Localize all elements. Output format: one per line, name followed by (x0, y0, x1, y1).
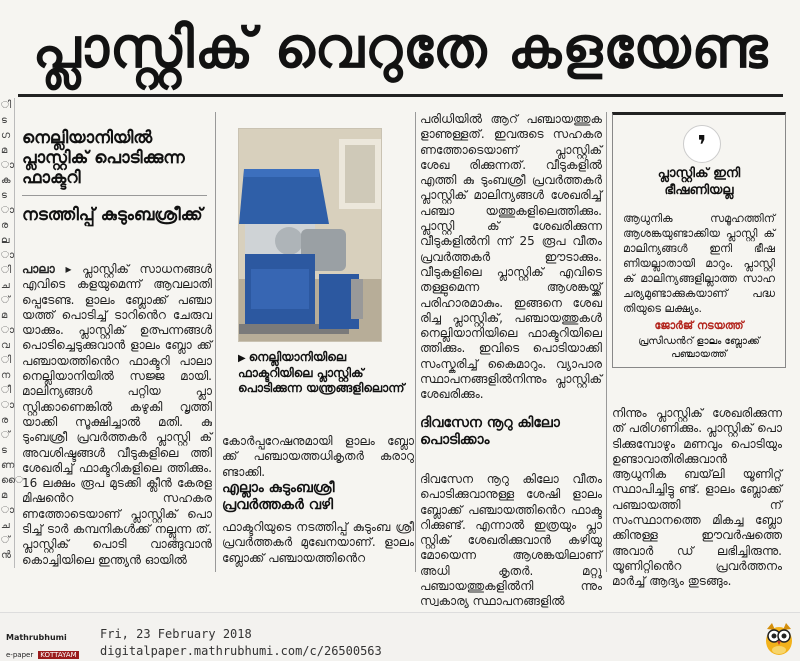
strip-char: ാ (1, 205, 15, 216)
strip-char: ന (1, 370, 11, 381)
headline: പ്ലാസ്റ്റിക് വെറുതേ കളയേണ്ട (32, 16, 769, 81)
quote-author-role: പ്രസിഡൻറ് ളാലം ബ്ലോക്ക് പഞ്ചായത്ത് (638, 336, 760, 360)
subheading-hundred-kilo: ദിവസേന നൂറു കിലോ പൊടിക്കാം (420, 415, 560, 448)
quote-box-body: ആധുനിക സമൂഹത്തിന് ആശങ്കയുണ്ടാക്കിയ പ്ലാസ്റ്റി ക് മാലിന്യങ്ങൾ ഇനി ഭീഷ ണിയല്ലാതായി മാറും. പ്ലാസ്റ്റി ക് മാലിന്യങ്ങളില്ലാത്ത സാഹ ചര്യമുണ്ടാക്കുകയാണ് പദ്ധ തിയുടെ ലക്ഷ്യം. (623, 212, 775, 315)
strip-char: ി (1, 355, 12, 366)
article-column-3-bottom (420, 472, 602, 609)
strip-char: ് (1, 295, 10, 306)
article-column-2-top (222, 434, 414, 479)
strip-char: ് (1, 535, 10, 546)
quote-box (612, 112, 786, 368)
owl-mascot-icon (764, 620, 794, 656)
strip-char: ച (1, 280, 10, 291)
quote-author-name: ജോർജ് നടയത്ത് (654, 319, 744, 332)
strip-char: ച (1, 520, 10, 531)
strip-char: ര (1, 220, 9, 231)
strip-char: ഗ (1, 130, 11, 141)
subheading-divider (22, 195, 207, 196)
strip-char: ൻ (1, 550, 11, 561)
column-4-text: നിന്നും പ്ലാസ്റ്റിക് ശേഖരിക്കുന്ന ത് പരിഗണിക്കും. പ്ലാസ്റ്റിക് പൊ ടിക്കുമ്പോഴും മണവും പൊടിയും ഉണ്ടാവാതിരിക്കുവാൻ ആധുനിക ബയ്‌ലി യൂണിറ്റ് സ്ഥാപിച്ചിട്ടു ണ്ട്. ളാലം ബ്ലോക്ക് പഞ്ചായത്തി ന് സംസ്ഥാനത്തെ മികച്ച ബ്ലോ ക്കിനുള്ള ഈവർഷത്തെ അവാർ ഡ് ലഭിച്ചിരുന്നു. യൂണിറ്റിൻെറ പ്രവർത്തനം മാർച്ച് ആദ്യം തുടങ്ങും. (612, 406, 782, 589)
epaper-footer (0, 612, 800, 661)
adjacent-column-strip (0, 98, 24, 568)
strip-char: ട (1, 190, 7, 201)
column-divider-3 (606, 112, 607, 572)
article-column-2-bottom (222, 520, 414, 572)
strip-char: മ (1, 145, 8, 156)
column-3-text-a: പരിധിയിൽ ആറ് പഞ്ചായത്തുക ളാണുള്ളത്. ഇവരുടെ സഹകര ണത്തോടെയാണ് പ്ലാസ്റ്റിക് ശേഖ രിക്കുന്നത്. വീടുകളിൽ എത്തി കു ടുംബശ്രീ പ്രവർത്തകർ പ്ലാസ്റ്റിക് മാലിന്യങ്ങൾ ശേഖരിച്ച് പഞ്ചാ യത്തുകളിലെത്തിക്കും. പ്ലാസ്റ്റി ക് ശേഖരിക്കുന്ന വീടുകളിൽനി ന്ന് 25 രൂപ വീതം പ്രവർത്തകർ ഈടാക്കും. വീടുകളിലെ പ്ലാസ്റ്റിക് എവിടെ തള്ളുമെന്ന ആശങ്കയ്ക്ക് പരിഹാരമാകും. ഇങ്ങനെ ശേഖ രിച്ച പ്ലാസ്റ്റിക്, പഞ്ചായത്തുകൾ നെല്ലിയാനിയിലെ ഫാക്ടറിയിലെ ത്തിക്കും. ഇവിടെ പൊടിയാക്കി സംസ്കരിച്ച് കൈമാറും. വ്യാപാര സ്ഥാപനങ്ങളിൽനിന്നും പ്ലാസ്റ്റിക് ശേഖരിക്കും. (420, 112, 602, 402)
dateline: പാലാ ▸ (22, 262, 72, 276)
machine-illustration (239, 129, 381, 341)
article-column-4 (612, 406, 782, 589)
column-2-text-a: കോർപ്പറേഷനുമായി ളാലം ബ്ലോ ക്ക് പഞ്ചായത്തധികൃതർ കരാറു ണ്ടാക്കി. (222, 434, 414, 479)
article-column-1 (22, 262, 212, 570)
strip-char: ി (1, 265, 12, 276)
article-column-3-top (420, 112, 602, 400)
strip-char: ൈ (1, 475, 24, 486)
column-3-text-b: ദിവസേന നൂറു കിലോ വീതം പൊടിക്കുവാനുള്ള ശേഷി ളാലം ബ്ലോക്ക് പഞ്ചായത്തിൻെറ ഫാക്ട റിക്കുണ്ട്. എന്നാൽ ഇത്രയും പ്ലാ സ്റ്റിക് ശേഖരിക്കുവാൻ കഴിയു മോയെന്ന ആശങ്കയിലാണ് അധി കൃതർ. മറ്റു പഞ്ചായത്തുകളിൽനി ന്നും സ്വകാര്യ സ്ഥാപനങ്ങളിൽ (420, 472, 602, 609)
caption-bullet-icon: ▶ (238, 353, 246, 364)
strip-char: ാ (1, 505, 15, 516)
logo-edition: KOTTAYAM (40, 651, 77, 659)
strip-char: ി (1, 100, 12, 111)
subheading-kudumbashree: നടത്തിപ്പ് കുടുംബശ്രീക്ക് (22, 205, 203, 225)
photo-caption: ▶ നെല്ലിയാനിയിലെ ഫാക്ടറിയിലെ പ്ലാസ്റ്റിക് പൊടിക്കുന്ന യന്ത്രങ്ങളിലൊന്ന് (238, 350, 405, 395)
logo-epaper: e-paper (6, 651, 34, 659)
column-2-text-b: ഫാക്ടറിയുടെ നടത്തിപ്പ് കുടുംബ ശ്രീ പ്രവർത്തകർ മുഖേനയാണ്. ളാലം ബ്ലോക്ക് പഞ്ചായത്തിൻെറ (222, 520, 414, 565)
strip-char: ാ (1, 250, 15, 261)
publication-date: Fri, 23 February 2018 (100, 627, 252, 641)
strip-char: വ (1, 340, 10, 351)
headline-rule (18, 94, 783, 97)
column-divider-2 (415, 112, 416, 572)
strip-char: ണ (1, 460, 15, 471)
article-url[interactable]: digitalpaper.mathrubhumi.com/c/26500563 (100, 644, 382, 658)
quote-mark-icon: ❜ (683, 125, 721, 163)
logo-brand: Mathrubhumi (6, 633, 67, 642)
subheading-factory: നെല്ലിയാനിയിൽ പ്ലാസ്റ്റിക് പൊടിക്കുന്ന ഫാക്ടറി (22, 128, 185, 188)
strip-char: ക (1, 175, 11, 186)
strip-char: ാ (1, 160, 15, 171)
subheading-via-kudumbashree: എല്ലാം കുടുംബശ്രീ പ്രവർത്തകർ വഴി (222, 480, 335, 513)
strip-char: മ (1, 310, 8, 321)
factory-machine-photo (238, 128, 382, 342)
mathrubhumi-logo[interactable] (6, 633, 96, 659)
quote-box-title: പ്ലാസ്റ്റിക് ഇനി ഭീഷണിയല്ല (657, 166, 741, 198)
strip-char: ാ (1, 400, 15, 411)
column-1-text: പ്ലാസ്റ്റിക് സാധനങ്ങൾ എവിടെ കളയുമെന്ന് ആവലാതി പ്പെടേണ്ട. ളാലം ബ്ലോക്ക് പഞ്ചാ യത്ത് പൊടിച്ച് ടാറിൻെറ ചേരുവ യാക്കും. പ്ലാസ്റ്റിക് ഉത്പന്നങ്ങൾ പൊടിച്ചെടുക്കുവാൻ ളാലം ബ്ലോ ക്ക് പഞ്ചായത്തിൻെറ ഫാക്ടറി പാലാ നെല്ലിയാനിയിൽ സജ്ജ മായി. മാലിന്യങ്ങൾ പറ്റിയ പ്ലാ സ്റ്റിക്കാണെങ്കിൽ കഴുകി വൃത്തി യാക്കി സൂക്ഷിച്ചാൽ മതി. കു ടുംബശ്രീ പ്രവർത്തകർ പ്ലാസ്റ്റി ക് അവശിഷ്ടങ്ങൾ വീടുകളിലെ ത്തി ശേഖരിച്ച് ഫാക്ടറികളിലെ ത്തിക്കും. 16 ലക്ഷം രൂപ മുടക്കി ക്ലീൻ കേരള മിഷൻെറ സഹകര ണത്തോടെയാണ് പ്ലാസ്റ്റിക് പൊ ടിച്ച് ടാർ കമ്പനികൾക്ക് നല്ലുന്ന ത്. പ്ലാസ്റ്റിക് പൊടി വാങ്ങുവാൻ കൊച്ചിയിലെ ഇന്ത്യൻ ഓയിൽ (22, 262, 212, 567)
column-divider-1 (215, 112, 216, 572)
strip-char: ട (1, 115, 7, 126)
strip-char: ട (1, 445, 7, 456)
strip-char: ാ (1, 325, 15, 336)
strip-char: ര (1, 415, 9, 426)
strip-char: ല (1, 235, 10, 246)
strip-char: ് (1, 430, 10, 441)
strip-char: മ (1, 490, 8, 501)
strip-char: ീ (1, 385, 12, 396)
